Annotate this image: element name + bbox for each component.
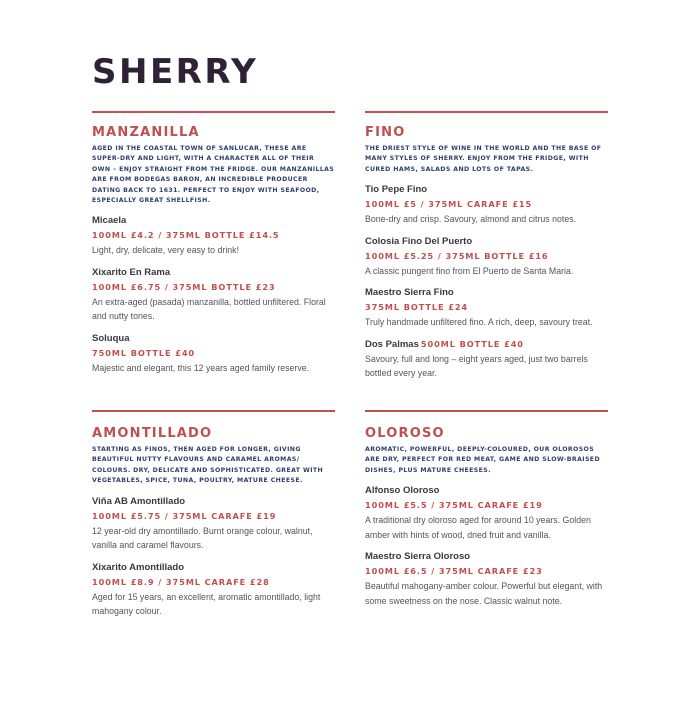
item-price: 375ML BOTTLE £24	[365, 302, 469, 313]
menu-item	[365, 550, 608, 608]
item-description: 12 year-old dry amontillado. Burnt orange colour, walnut, vanilla and caramel flavours.	[92, 525, 313, 551]
menu-item	[92, 266, 335, 324]
menu-item	[365, 235, 608, 279]
section-title: MANZANILLA	[92, 125, 200, 140]
item-name: Viña AB Amontillado	[92, 495, 186, 507]
section-amontillado	[92, 410, 335, 619]
section-oloroso	[365, 410, 608, 608]
item-price: 100ML £5.5 / 375ML CARAFE £19	[365, 500, 543, 511]
item-price: 500ML BOTTLE £40	[420, 338, 524, 349]
item-name: Alfonso Oloroso	[365, 485, 440, 497]
section-title: AMONTILLADO	[92, 426, 213, 441]
page-title: SHERRY	[92, 52, 259, 92]
menu-item	[92, 561, 335, 619]
item-name: Soluqua	[92, 332, 130, 344]
item-price: 100ML £8.9 / 375ML CARAFE £28	[92, 576, 270, 587]
item-price: 100ML £5 / 375ML CARAFE £15	[365, 199, 533, 210]
section-title: FINO	[365, 125, 406, 140]
item-description: Light, dry, delicate, very easy to drink!	[92, 245, 240, 256]
item-name: Colosia Fino Del Puerto	[365, 235, 473, 247]
menu-item	[92, 495, 335, 553]
menu-item	[365, 183, 608, 227]
item-price: 100ML £4.2 / 375ML BOTTLE £14.5	[92, 230, 280, 241]
menu-item	[365, 484, 608, 542]
section-title: OLOROSO	[365, 426, 445, 441]
item-description: Savoury, full and long – eight years aged, just two barrels bottled every year.	[365, 353, 588, 379]
item-price: 100ML £6.75 / 375ML BOTTLE £23	[92, 281, 276, 292]
item-description: Aged for 15 years, an excellent, aromatic amontillado, light mahogany colour.	[92, 591, 321, 617]
item-description: Majestic and elegant, this 12 years aged family reserve.	[92, 362, 310, 373]
item-name: Xixarito En Rama	[92, 266, 171, 278]
item-description: A classic pungent fino from El Puerto de Santa Maria.	[365, 265, 574, 276]
item-description: Bone-dry and crisp. Savoury, almond and citrus notes.	[365, 214, 577, 225]
section-intro: AGED IN THE COASTAL TOWN OF SANLUCAR, THESE ARE SUPER-DRY AND LIGHT, WITH A CHARACTER ALL OF THEIR OWN – ENJOY STRAIGHT FROM THE FRIDGE. OUR MANZANILLAS ARE FROM BODEGAS BARON, AN INCREDIBLE PRODUCER DATING BACK TO 1631. PERFECT TO ENJOY WITH SEAFOOD, ESPECIALLY GREAT SHELLFISH.	[92, 145, 335, 205]
menu-item	[92, 214, 335, 258]
item-name: Maestro Sierra Oloroso	[365, 551, 471, 563]
section-fino	[365, 111, 608, 381]
section-intro: AROMATIC, POWERFUL, DEEPLY-COLOURED, OUR OLOROSOS ARE DRY, PERFECT FOR RED MEAT, GAME AND SLOW-BRAISED DISHES, PLUS MATURE CHEESES.	[365, 446, 600, 474]
menu-item	[365, 338, 608, 381]
item-description: A traditional dry oloroso aged for around 10 years. Golden amber with hints of wood, dried fruit and vanilla.	[365, 515, 591, 540]
menu-item	[92, 332, 335, 376]
item-price: 100ML £5.25 / 375ML BOTTLE £16	[365, 250, 549, 261]
section-intro: STARTING AS FINOS, THEN AGED FOR LONGER, GIVING BEAUTIFUL NUTTY FLAVOURS AND CARAMEL AROMAS/ COLOURS. DRY, DELICATE AND SOPHISTICATED. GREAT WITH VEGETABLES, SPICE, TUNA, POULTRY, MATURE CHEESE.	[92, 446, 324, 485]
item-name: Maestro Sierra Fino	[365, 287, 454, 299]
section-intro: THE DRIEST STYLE OF WINE IN THE WORLD AND THE BASE OF MANY STYLES OF SHERRY. ENJOY FROM THE FRIDGE, WITH CURED HAMS, SALADS AND LOTS OF TAPAS.	[365, 145, 602, 173]
item-name: Xixarito Amontillado	[92, 561, 185, 573]
item-description: Truly handmade unfiltered fino. A rich, deep, savoury treat.	[365, 317, 593, 328]
item-description: An extra-aged (pasada) manzanilla, bottled unfiltered. Floral and nutty tones.	[92, 296, 326, 322]
menu-item	[365, 286, 608, 330]
item-name-with-price	[365, 338, 608, 351]
item-name: Micaela	[92, 215, 127, 227]
item-price: 750ML BOTTLE £40	[92, 347, 196, 358]
item-price: 100ML £6.5 / 375ML CARAFE £23	[365, 566, 543, 577]
item-name-text: Dos Palmas	[365, 338, 419, 350]
item-name: Tio Pepe Fino	[365, 184, 428, 196]
item-price: 100ML £5.75 / 375ML CARAFE £19	[92, 510, 277, 521]
section-manzanilla	[92, 111, 335, 375]
item-description: Beautiful mahogany-amber colour. Powerful but elegant, with some sweetness on the nose. Classic walnut note.	[365, 581, 603, 606]
